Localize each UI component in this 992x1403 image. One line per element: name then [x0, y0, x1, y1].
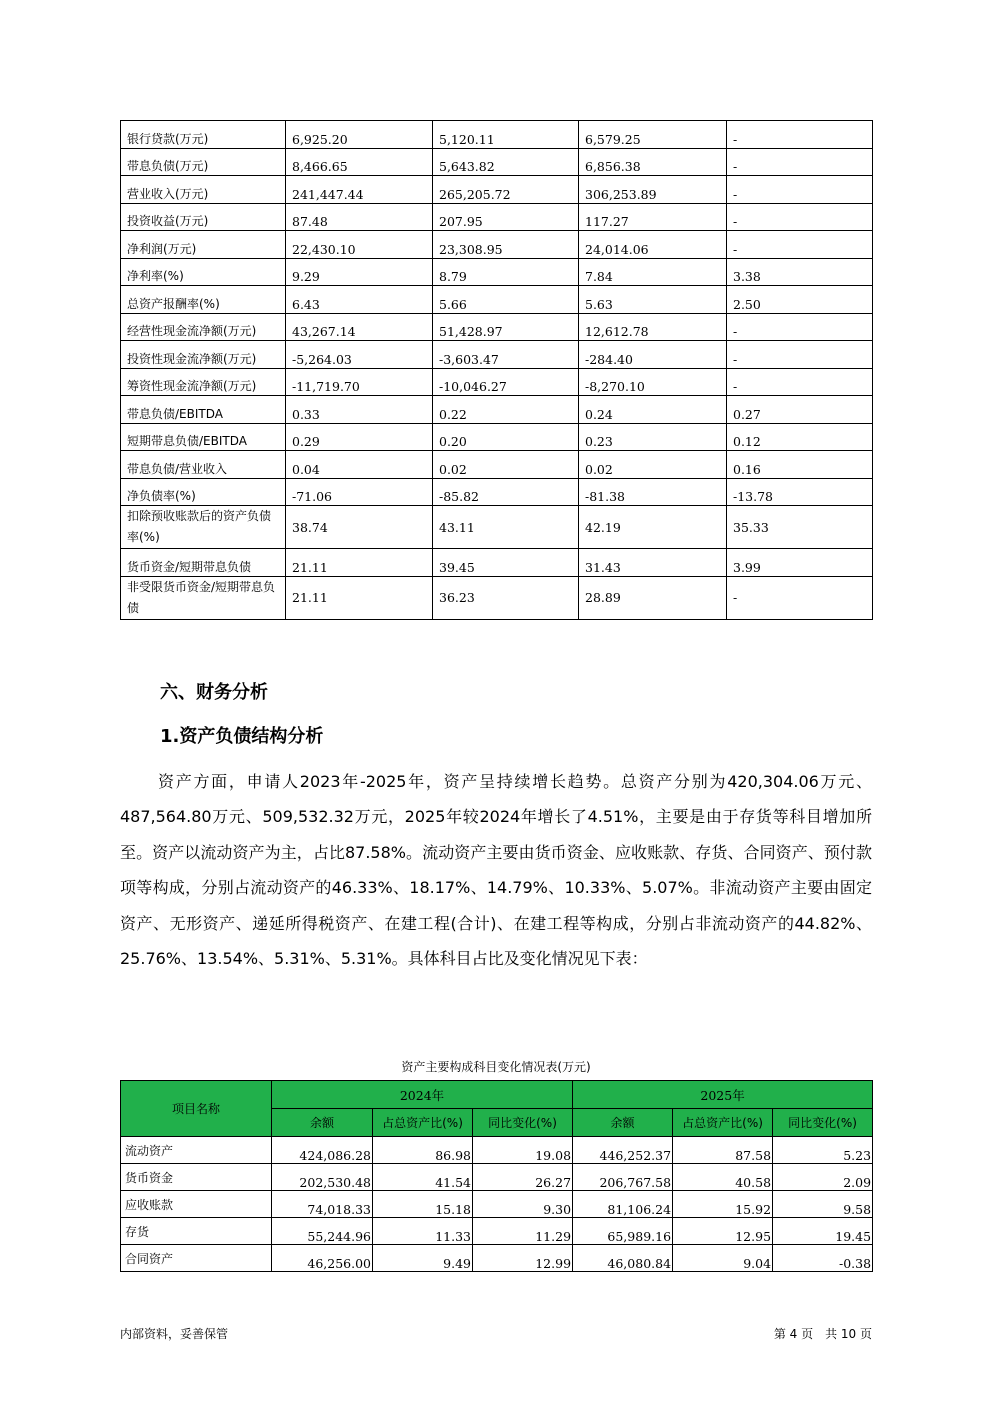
indicator-label: 银行贷款(万元)	[121, 121, 286, 149]
asset-value: 12.99	[473, 1245, 573, 1272]
indicator-value: 0.16	[727, 451, 873, 479]
indicator-value: 306,253.89	[579, 176, 727, 204]
indicator-label: 投资性现金流净额(万元)	[121, 341, 286, 369]
indicator-value: 36.23	[433, 576, 579, 619]
analysis-paragraph: 资产方面，申请人2023年-2025年，资产呈持续增长趋势。总资产分别为420,304.06万元、487,564.80万元、509,532.32万元，2025年较2024年增长了4.51%，主要是由于存货等科目增加所至。资产以流动资产为主，占比87.58%。流动资产主要由货币资金、应收账款、存货、合同资产、预付款项等构成，分别占流动资产的46.33%、18.17%、14.79%、10.33%、5.07%。非流动资产主要由固定资产、无形资产、递延所得税资产、在建工程(合计)、在建工程等构成，分别占非流动资产的44.82%、25.76%、13.54%、5.31%、5.31%。具体科目占比及变化情况见下表：	[120, 772, 872, 969]
asset-row	[121, 1245, 873, 1272]
indicator-value: 0.33	[286, 396, 433, 424]
indicator-value: 28.89	[579, 576, 727, 619]
indicator-value: 0.29	[286, 423, 433, 451]
asset-value: 87.58	[673, 1137, 773, 1164]
asset-value: 40.58	[673, 1164, 773, 1191]
asset-value: 11.33	[373, 1218, 473, 1245]
indicator-value: 51,428.97	[433, 313, 579, 341]
indicator-label: 投资收益(万元)	[121, 203, 286, 231]
indicator-row	[121, 506, 873, 549]
section-title: 六、财务分析	[160, 682, 268, 703]
asset-value: 424,086.28	[272, 1137, 373, 1164]
indicator-label: 非受限货币资金/短期带息负债	[121, 576, 286, 619]
asset-value: 9.30	[473, 1191, 573, 1218]
asset-value: 46,080.84	[573, 1245, 673, 1272]
indicator-label: 带息负债(万元)	[121, 148, 286, 176]
header-yoy-change: 同比变化(%)	[473, 1109, 573, 1137]
asset-label: 合同资产	[121, 1245, 272, 1272]
asset-value: 206,767.58	[573, 1164, 673, 1191]
indicator-value: -	[727, 176, 873, 204]
indicator-label: 净利润(万元)	[121, 231, 286, 259]
indicator-value: 7.84	[579, 258, 727, 286]
indicator-value: 35.33	[727, 506, 873, 549]
indicator-value: 6,925.20	[286, 121, 433, 149]
indicator-value: -284.40	[579, 341, 727, 369]
indicator-row	[121, 148, 873, 176]
indicator-row	[121, 451, 873, 479]
asset-value: 202,530.48	[272, 1164, 373, 1191]
indicator-label: 带息负债/营业收入	[121, 451, 286, 479]
asset-row	[121, 1137, 873, 1164]
asset-value: 46,256.00	[272, 1245, 373, 1272]
indicator-row	[121, 549, 873, 577]
asset-row	[121, 1191, 873, 1218]
indicator-value: 24,014.06	[579, 231, 727, 259]
footer-page-number: 第 4 页 共 10 页	[773, 1327, 872, 1341]
indicator-row	[121, 576, 873, 619]
indicator-value: 42.19	[579, 506, 727, 549]
asset-value: -0.38	[773, 1245, 873, 1272]
indicator-row	[121, 203, 873, 231]
indicator-value: -13.78	[727, 478, 873, 506]
indicator-value: 31.43	[579, 549, 727, 577]
asset-value: 11.29	[473, 1218, 573, 1245]
indicator-value: 23,308.95	[433, 231, 579, 259]
indicator-value: 0.02	[579, 451, 727, 479]
indicator-value: -	[727, 313, 873, 341]
indicator-value: 6,856.38	[579, 148, 727, 176]
asset-value: 15.92	[673, 1191, 773, 1218]
indicator-value: 207.95	[433, 203, 579, 231]
header-share-of-total: 占总资产比(%)	[673, 1109, 773, 1137]
indicator-value: -	[727, 231, 873, 259]
indicator-row	[121, 121, 873, 149]
indicator-value: 5,643.82	[433, 148, 579, 176]
asset-value: 74,018.33	[272, 1191, 373, 1218]
indicator-value: 3.38	[727, 258, 873, 286]
indicator-value: 3.99	[727, 549, 873, 577]
indicator-label: 经营性现金流净额(万元)	[121, 313, 286, 341]
indicator-value: 87.48	[286, 203, 433, 231]
indicator-value: 0.22	[433, 396, 579, 424]
indicator-value: -	[727, 148, 873, 176]
indicator-value: 241,447.44	[286, 176, 433, 204]
indicator-label: 营业收入(万元)	[121, 176, 286, 204]
indicator-value: 2.50	[727, 286, 873, 314]
indicator-row	[121, 368, 873, 396]
indicator-value: 39.45	[433, 549, 579, 577]
indicator-value: 0.02	[433, 451, 579, 479]
asset-value: 86.98	[373, 1137, 473, 1164]
asset-value: 446,252.37	[573, 1137, 673, 1164]
asset-label: 货币资金	[121, 1164, 272, 1191]
asset-value: 26.27	[473, 1164, 573, 1191]
asset-label: 流动资产	[121, 1137, 272, 1164]
asset-value: 81,106.24	[573, 1191, 673, 1218]
indicator-label: 扣除预收账款后的资产负债率(%)	[121, 506, 286, 549]
indicator-row	[121, 478, 873, 506]
indicator-value: 9.29	[286, 258, 433, 286]
indicator-label: 短期带息负债/EBITDA	[121, 423, 286, 451]
indicator-label: 筹资性现金流净额(万元)	[121, 368, 286, 396]
indicator-value: 5.66	[433, 286, 579, 314]
indicator-label: 带息负债/EBITDA	[121, 396, 286, 424]
indicator-row	[121, 286, 873, 314]
indicator-value: -11,719.70	[286, 368, 433, 396]
indicator-value: 0.20	[433, 423, 579, 451]
indicator-row	[121, 258, 873, 286]
indicator-row	[121, 313, 873, 341]
financial-indicator-table	[120, 120, 873, 620]
asset-value: 15.18	[373, 1191, 473, 1218]
indicator-value: -	[727, 576, 873, 619]
indicator-value: 6.43	[286, 286, 433, 314]
asset-value: 19.08	[473, 1137, 573, 1164]
indicator-value: -81.38	[579, 478, 727, 506]
header-balance: 余额	[573, 1109, 673, 1137]
indicator-value: 0.23	[579, 423, 727, 451]
indicator-value: -8,270.10	[579, 368, 727, 396]
indicator-value: 8.79	[433, 258, 579, 286]
asset-row	[121, 1218, 873, 1245]
indicator-value: 5,120.11	[433, 121, 579, 149]
asset-structure-table	[120, 1080, 873, 1272]
indicator-value: 6,579.25	[579, 121, 727, 149]
header-item-name: 项目名称	[121, 1081, 272, 1137]
indicator-value: -71.06	[286, 478, 433, 506]
indicator-value: 21.11	[286, 549, 433, 577]
indicator-value: -	[727, 368, 873, 396]
asset-label: 存货	[121, 1218, 272, 1245]
indicator-row	[121, 396, 873, 424]
subsection-title: 1.资产负债结构分析	[160, 726, 324, 747]
indicator-value: -85.82	[433, 478, 579, 506]
asset-label: 应收账款	[121, 1191, 272, 1218]
indicator-label: 货币资金/短期带息负债	[121, 549, 286, 577]
indicator-row	[121, 341, 873, 369]
asset-table-caption: 资产主要构成科目变化情况表(万元)	[401, 1060, 591, 1074]
indicator-value: 8,466.65	[286, 148, 433, 176]
indicator-value: 38.74	[286, 506, 433, 549]
asset-value: 55,244.96	[272, 1218, 373, 1245]
asset-value: 5.23	[773, 1137, 873, 1164]
asset-value: 65,989.16	[573, 1218, 673, 1245]
header-year-2024: 2024年	[272, 1081, 573, 1109]
header-year-2025: 2025年	[573, 1081, 873, 1109]
asset-value: 19.45	[773, 1218, 873, 1245]
asset-row	[121, 1164, 873, 1191]
asset-value: 9.49	[373, 1245, 473, 1272]
indicator-value: 5.63	[579, 286, 727, 314]
header-yoy-change: 同比变化(%)	[773, 1109, 873, 1137]
indicator-label: 总资产报酬率(%)	[121, 286, 286, 314]
indicator-value: 12,612.78	[579, 313, 727, 341]
indicator-row	[121, 423, 873, 451]
indicator-value: 117.27	[579, 203, 727, 231]
indicator-row	[121, 231, 873, 259]
indicator-value: 0.12	[727, 423, 873, 451]
indicator-value: -	[727, 341, 873, 369]
indicator-value: 43.11	[433, 506, 579, 549]
indicator-value: 0.24	[579, 396, 727, 424]
indicator-value: -5,264.03	[286, 341, 433, 369]
indicator-value: -	[727, 121, 873, 149]
asset-value: 2.09	[773, 1164, 873, 1191]
indicator-value: 43,267.14	[286, 313, 433, 341]
indicator-value: 0.27	[727, 396, 873, 424]
indicator-value: 22,430.10	[286, 231, 433, 259]
indicator-label: 净利率(%)	[121, 258, 286, 286]
header-share-of-total: 占总资产比(%)	[373, 1109, 473, 1137]
indicator-label: 净负债率(%)	[121, 478, 286, 506]
indicator-value: -	[727, 203, 873, 231]
asset-value: 12.95	[673, 1218, 773, 1245]
asset-value: 9.58	[773, 1191, 873, 1218]
indicator-row	[121, 176, 873, 204]
header-balance: 余额	[272, 1109, 373, 1137]
indicator-value: -10,046.27	[433, 368, 579, 396]
indicator-value: 21.11	[286, 576, 433, 619]
asset-value: 9.04	[673, 1245, 773, 1272]
asset-value: 41.54	[373, 1164, 473, 1191]
indicator-value: 265,205.72	[433, 176, 579, 204]
indicator-value: 0.04	[286, 451, 433, 479]
indicator-value: -3,603.47	[433, 341, 579, 369]
footer-confidential-note: 内部资料，妥善保管	[120, 1327, 229, 1341]
